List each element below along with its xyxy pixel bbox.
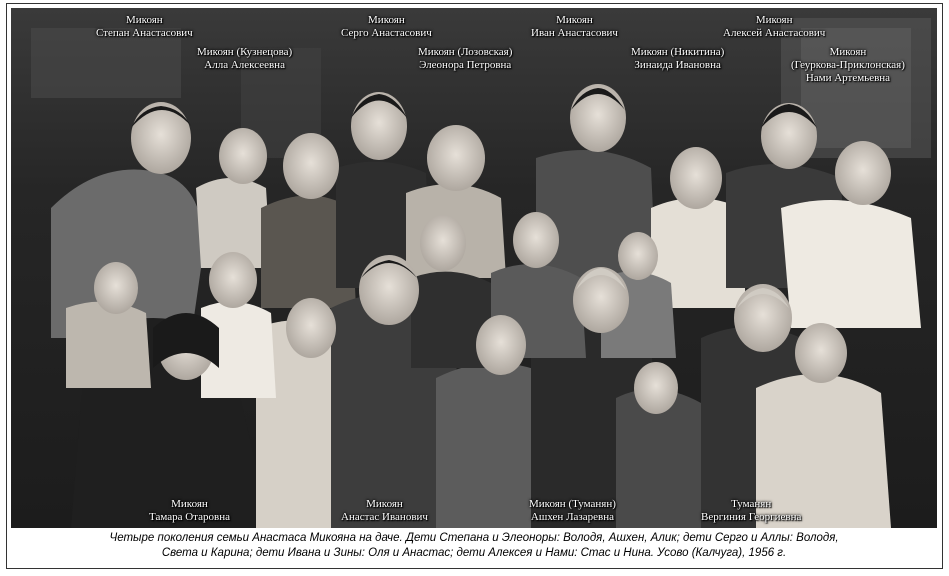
photo-caption	[11, 531, 937, 565]
label-surname: Микоян	[171, 498, 208, 510]
label-maiden: (Геуркова-Приклонская)	[791, 59, 905, 71]
caption-line: Четыре поколения семьи Анастаса Микояна на даче. Дети Степана и Элеоноры: Володя, Ашхен, Алик; дети Серго и Аллы: Володя,	[109, 532, 839, 544]
label-name: Анастас Иванович	[341, 511, 428, 523]
photo-frame	[6, 3, 943, 569]
label-nami	[791, 46, 905, 85]
label-surname: Микоян	[126, 14, 163, 26]
label-surname: Микоян	[755, 14, 793, 26]
label-name: Ашхен Лазаревна	[530, 511, 614, 523]
label-surname: Микоян (Кузнецова)	[197, 46, 293, 58]
label-name: Вергиния Георгиевна	[701, 511, 802, 523]
label-verginia	[701, 498, 801, 524]
label-name: Степан Анастасович	[96, 27, 193, 39]
label-alla	[197, 46, 292, 72]
label-aleksei	[723, 14, 825, 40]
label-name: Элеонора Петровна	[419, 59, 512, 71]
label-surname: Микоян (Никитина)	[631, 46, 725, 58]
label-surname: Микоян (Туманян)	[529, 498, 616, 510]
label-name: Нами Артемьевна	[805, 72, 891, 84]
label-name: Иван Анастасович	[531, 27, 618, 39]
label-surname: Микоян	[366, 498, 403, 510]
caption-line: Света и Карина; дети Ивана и Зины: Оля и Анастас; дети Алексея и Нами: Стас и Нина. Усово (Калчуга), 1956 г.	[161, 547, 787, 559]
label-surname: Микоян	[829, 46, 867, 58]
label-name: Тамара Отаровна	[149, 511, 230, 523]
family-photograph	[11, 8, 937, 528]
label-name: Алексей Анастасович	[723, 27, 826, 39]
label-anastas	[341, 498, 428, 524]
photo-scene	[11, 8, 937, 528]
label-name: Зинаида Ивановна	[634, 59, 721, 71]
label-surname: Микоян	[368, 14, 405, 26]
label-eleonora	[418, 46, 512, 72]
label-zinaida	[631, 46, 724, 72]
label-ashkhen	[529, 498, 616, 524]
label-stepan	[96, 14, 193, 40]
label-tamara	[149, 498, 230, 524]
label-name: Серго Анастасович	[341, 27, 432, 39]
label-ivan	[531, 14, 618, 40]
label-sergo	[341, 14, 432, 40]
label-surname: Туманян	[731, 498, 772, 510]
label-surname: Микоян (Лозовская)	[418, 46, 513, 58]
label-surname: Микоян	[556, 14, 593, 26]
label-name: Алла Алексеевна	[204, 59, 285, 71]
